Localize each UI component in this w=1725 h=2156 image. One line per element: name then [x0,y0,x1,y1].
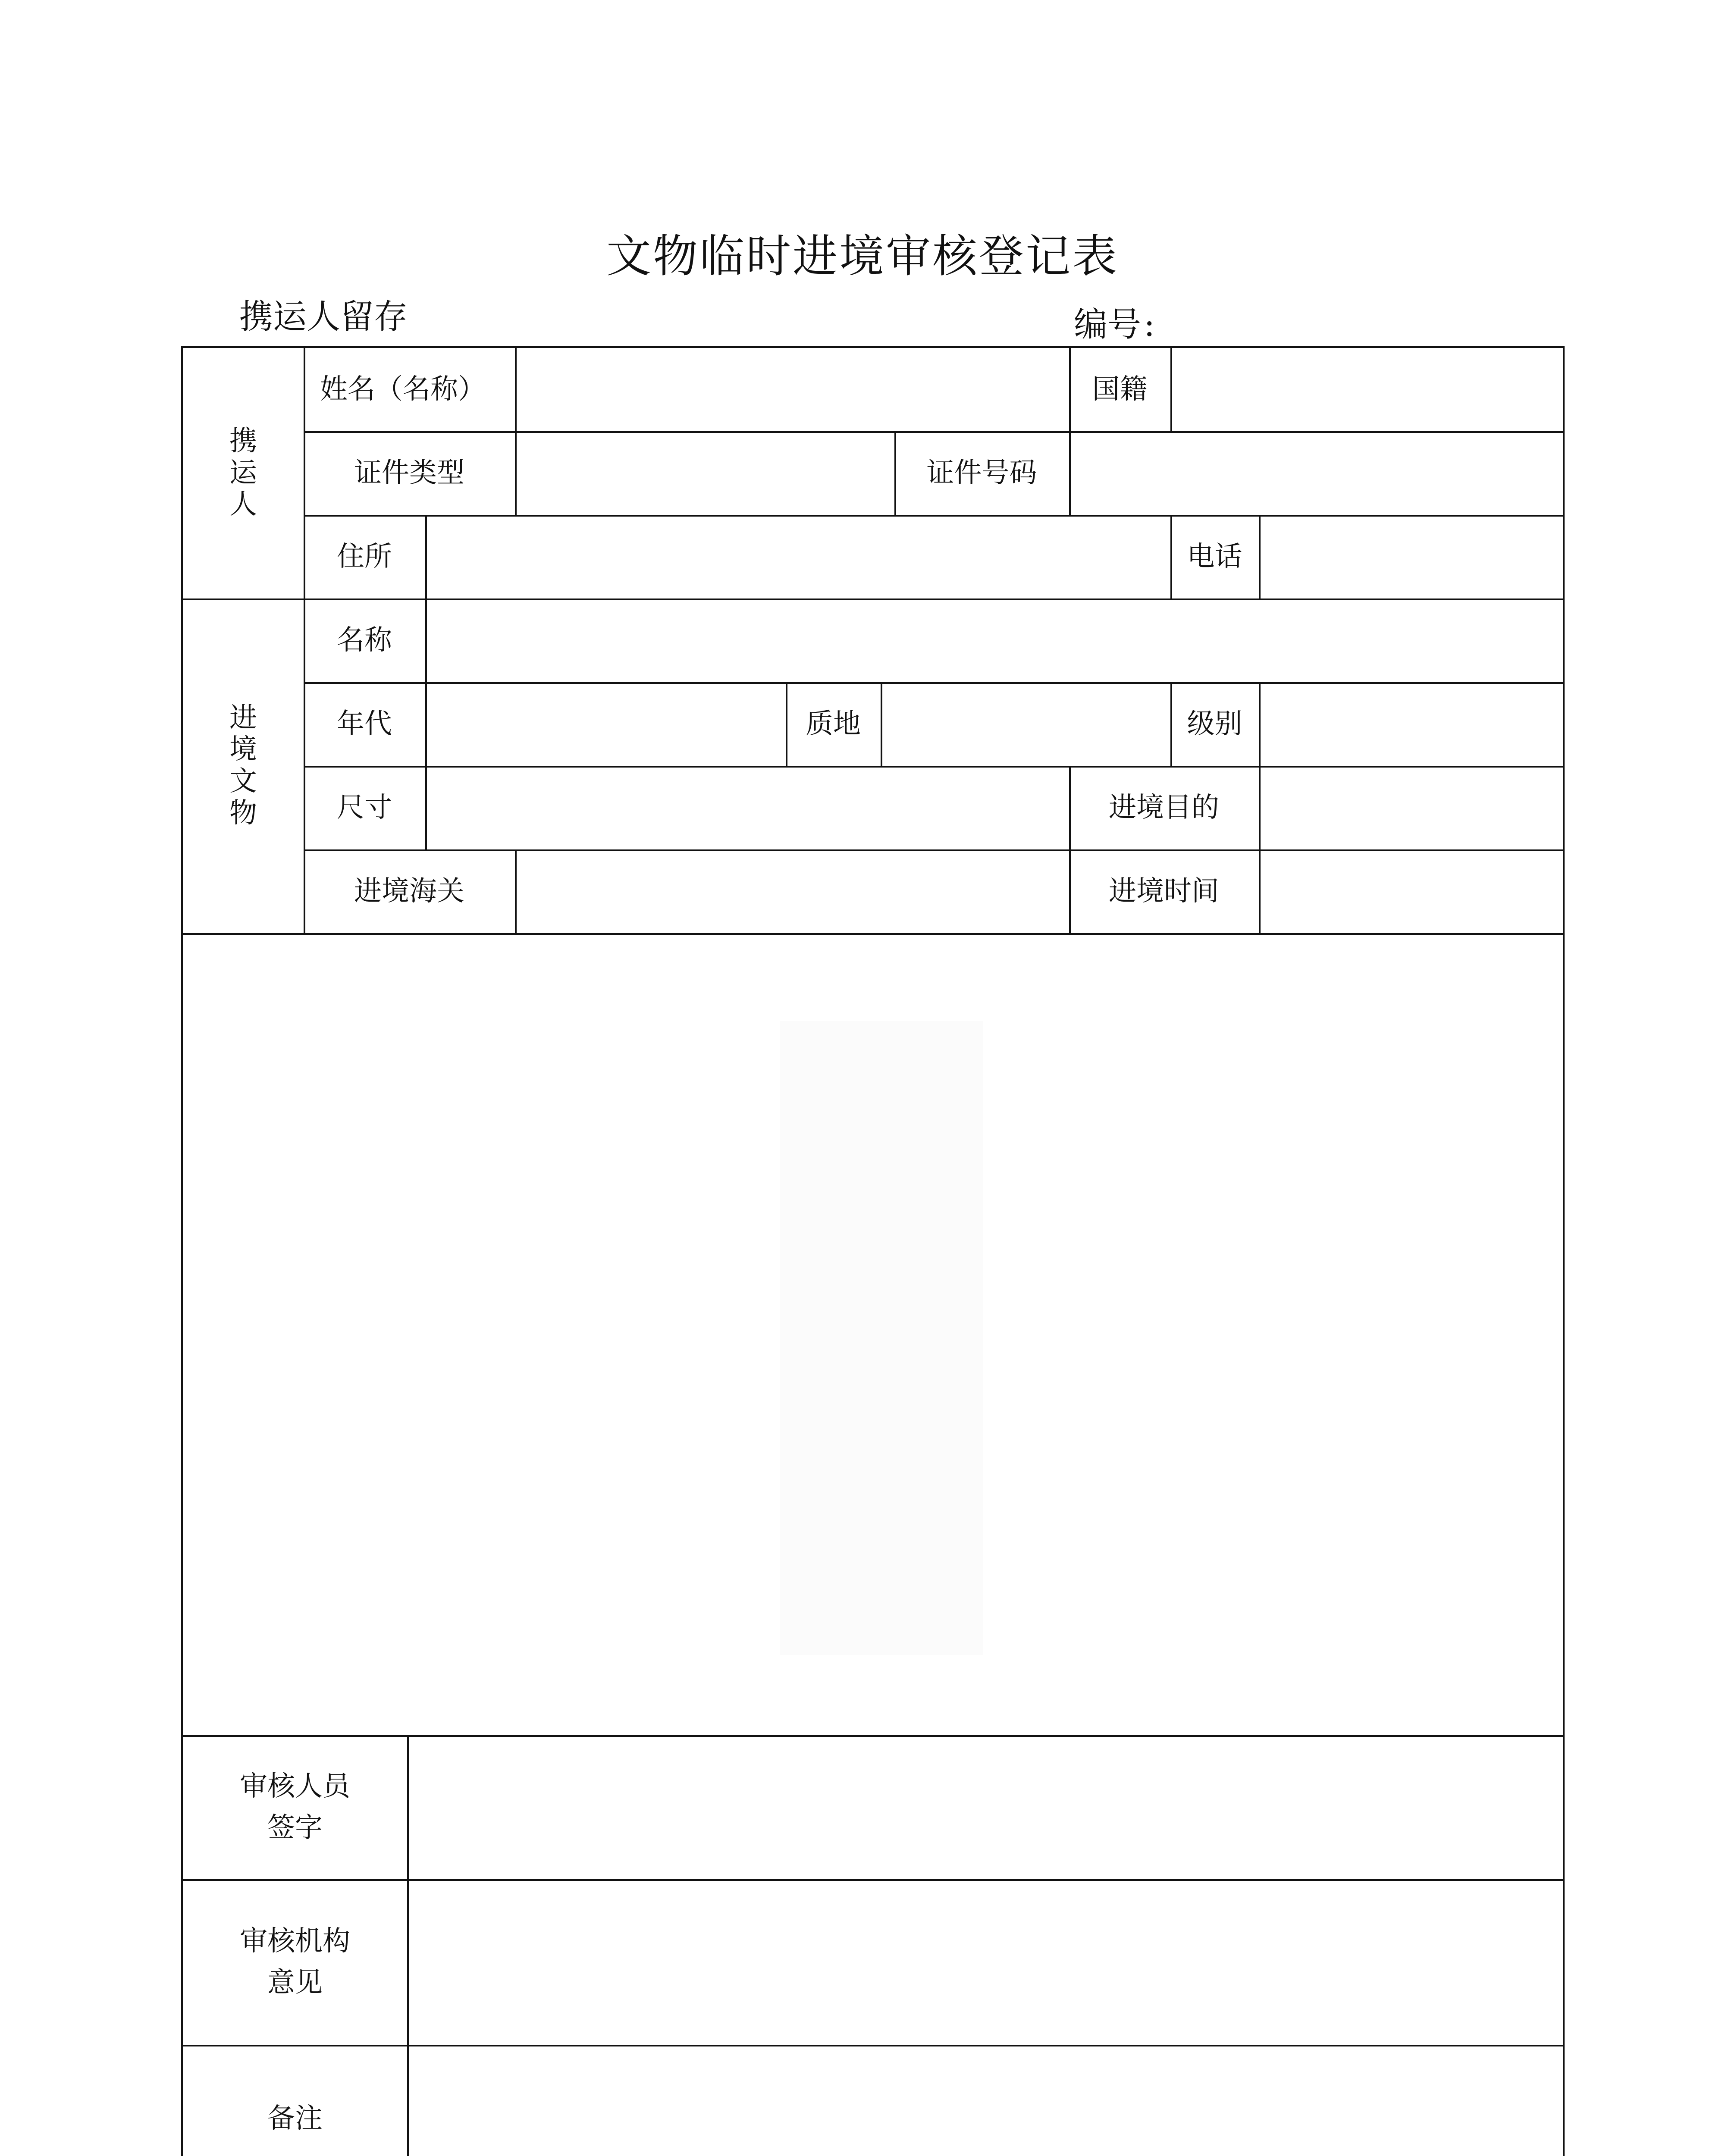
material-field[interactable] [882,682,1170,766]
carrier-section-char: 人 [229,489,257,521]
era-label: 年代 [337,708,392,740]
reviewer-signature-field[interactable] [409,1737,1563,1879]
carrier-name-label: 姓名（名称） [320,373,486,406]
entry-time-label: 进境时间 [1109,875,1219,907]
serial-colon: : [1144,305,1155,344]
photo-area[interactable] [183,935,1563,1735]
id-type-label: 证件类型 [354,457,464,489]
photo-placeholder [780,1021,983,1655]
id-type-field[interactable] [517,431,894,515]
phone-label: 电话 [1187,540,1242,573]
relic-section-char: 境 [229,733,257,766]
serial-label: 编号 [1074,305,1142,344]
agency-opinion-field[interactable] [409,1881,1563,2045]
customs-label: 进境海关 [354,875,464,907]
reviewer-label-line: 签字 [267,1812,323,1844]
reviewer-label-line: 审核人员 [240,1771,350,1802]
relic-section-char: 进 [229,702,257,734]
customs-field[interactable] [517,849,1069,933]
era-field[interactable] [427,682,786,766]
opinion-label-line: 意见 [267,1967,323,1999]
opinion-label-line: 审核机构 [240,1925,350,1957]
id-number-field[interactable] [1071,431,1563,515]
phone-field[interactable] [1261,515,1563,599]
id-number-label: 证件号码 [926,457,1037,489]
remarks-field[interactable] [409,2046,1563,2156]
agency-opinion-label [183,1879,407,2045]
carrier-name-field[interactable] [517,348,1069,431]
grade-field[interactable] [1261,682,1563,766]
nationality-label: 国籍 [1092,373,1148,406]
purpose-label: 进境目的 [1109,791,1219,824]
entry-time-field[interactable] [1261,849,1563,933]
size-label: 尺寸 [337,791,392,824]
relic-name-field[interactable] [427,599,1563,682]
grade-label: 级别 [1187,708,1242,740]
address-label: 住所 [337,540,392,573]
nationality-field[interactable] [1172,348,1563,431]
size-field[interactable] [427,766,1069,849]
form-title: 文物临时进境审核登记表 [606,230,1119,282]
relic-section-char: 文 [229,765,257,797]
relic-section-label [183,599,304,933]
purpose-field[interactable] [1261,766,1563,849]
serial-number [1074,298,1155,346]
material-label: 质地 [806,708,861,740]
relic-name-label: 名称 [337,624,392,656]
registration-table [181,346,1565,2156]
copy-label: 携运人留存 [239,298,408,336]
carrier-section-char: 携 [229,425,257,458]
carrier-section-char: 运 [229,457,257,489]
relic-section-char: 物 [229,797,257,829]
remarks-label: 备注 [267,2103,323,2135]
carrier-section-label [183,348,304,599]
address-field[interactable] [427,515,1170,599]
reviewer-signature-label [183,1735,407,1879]
